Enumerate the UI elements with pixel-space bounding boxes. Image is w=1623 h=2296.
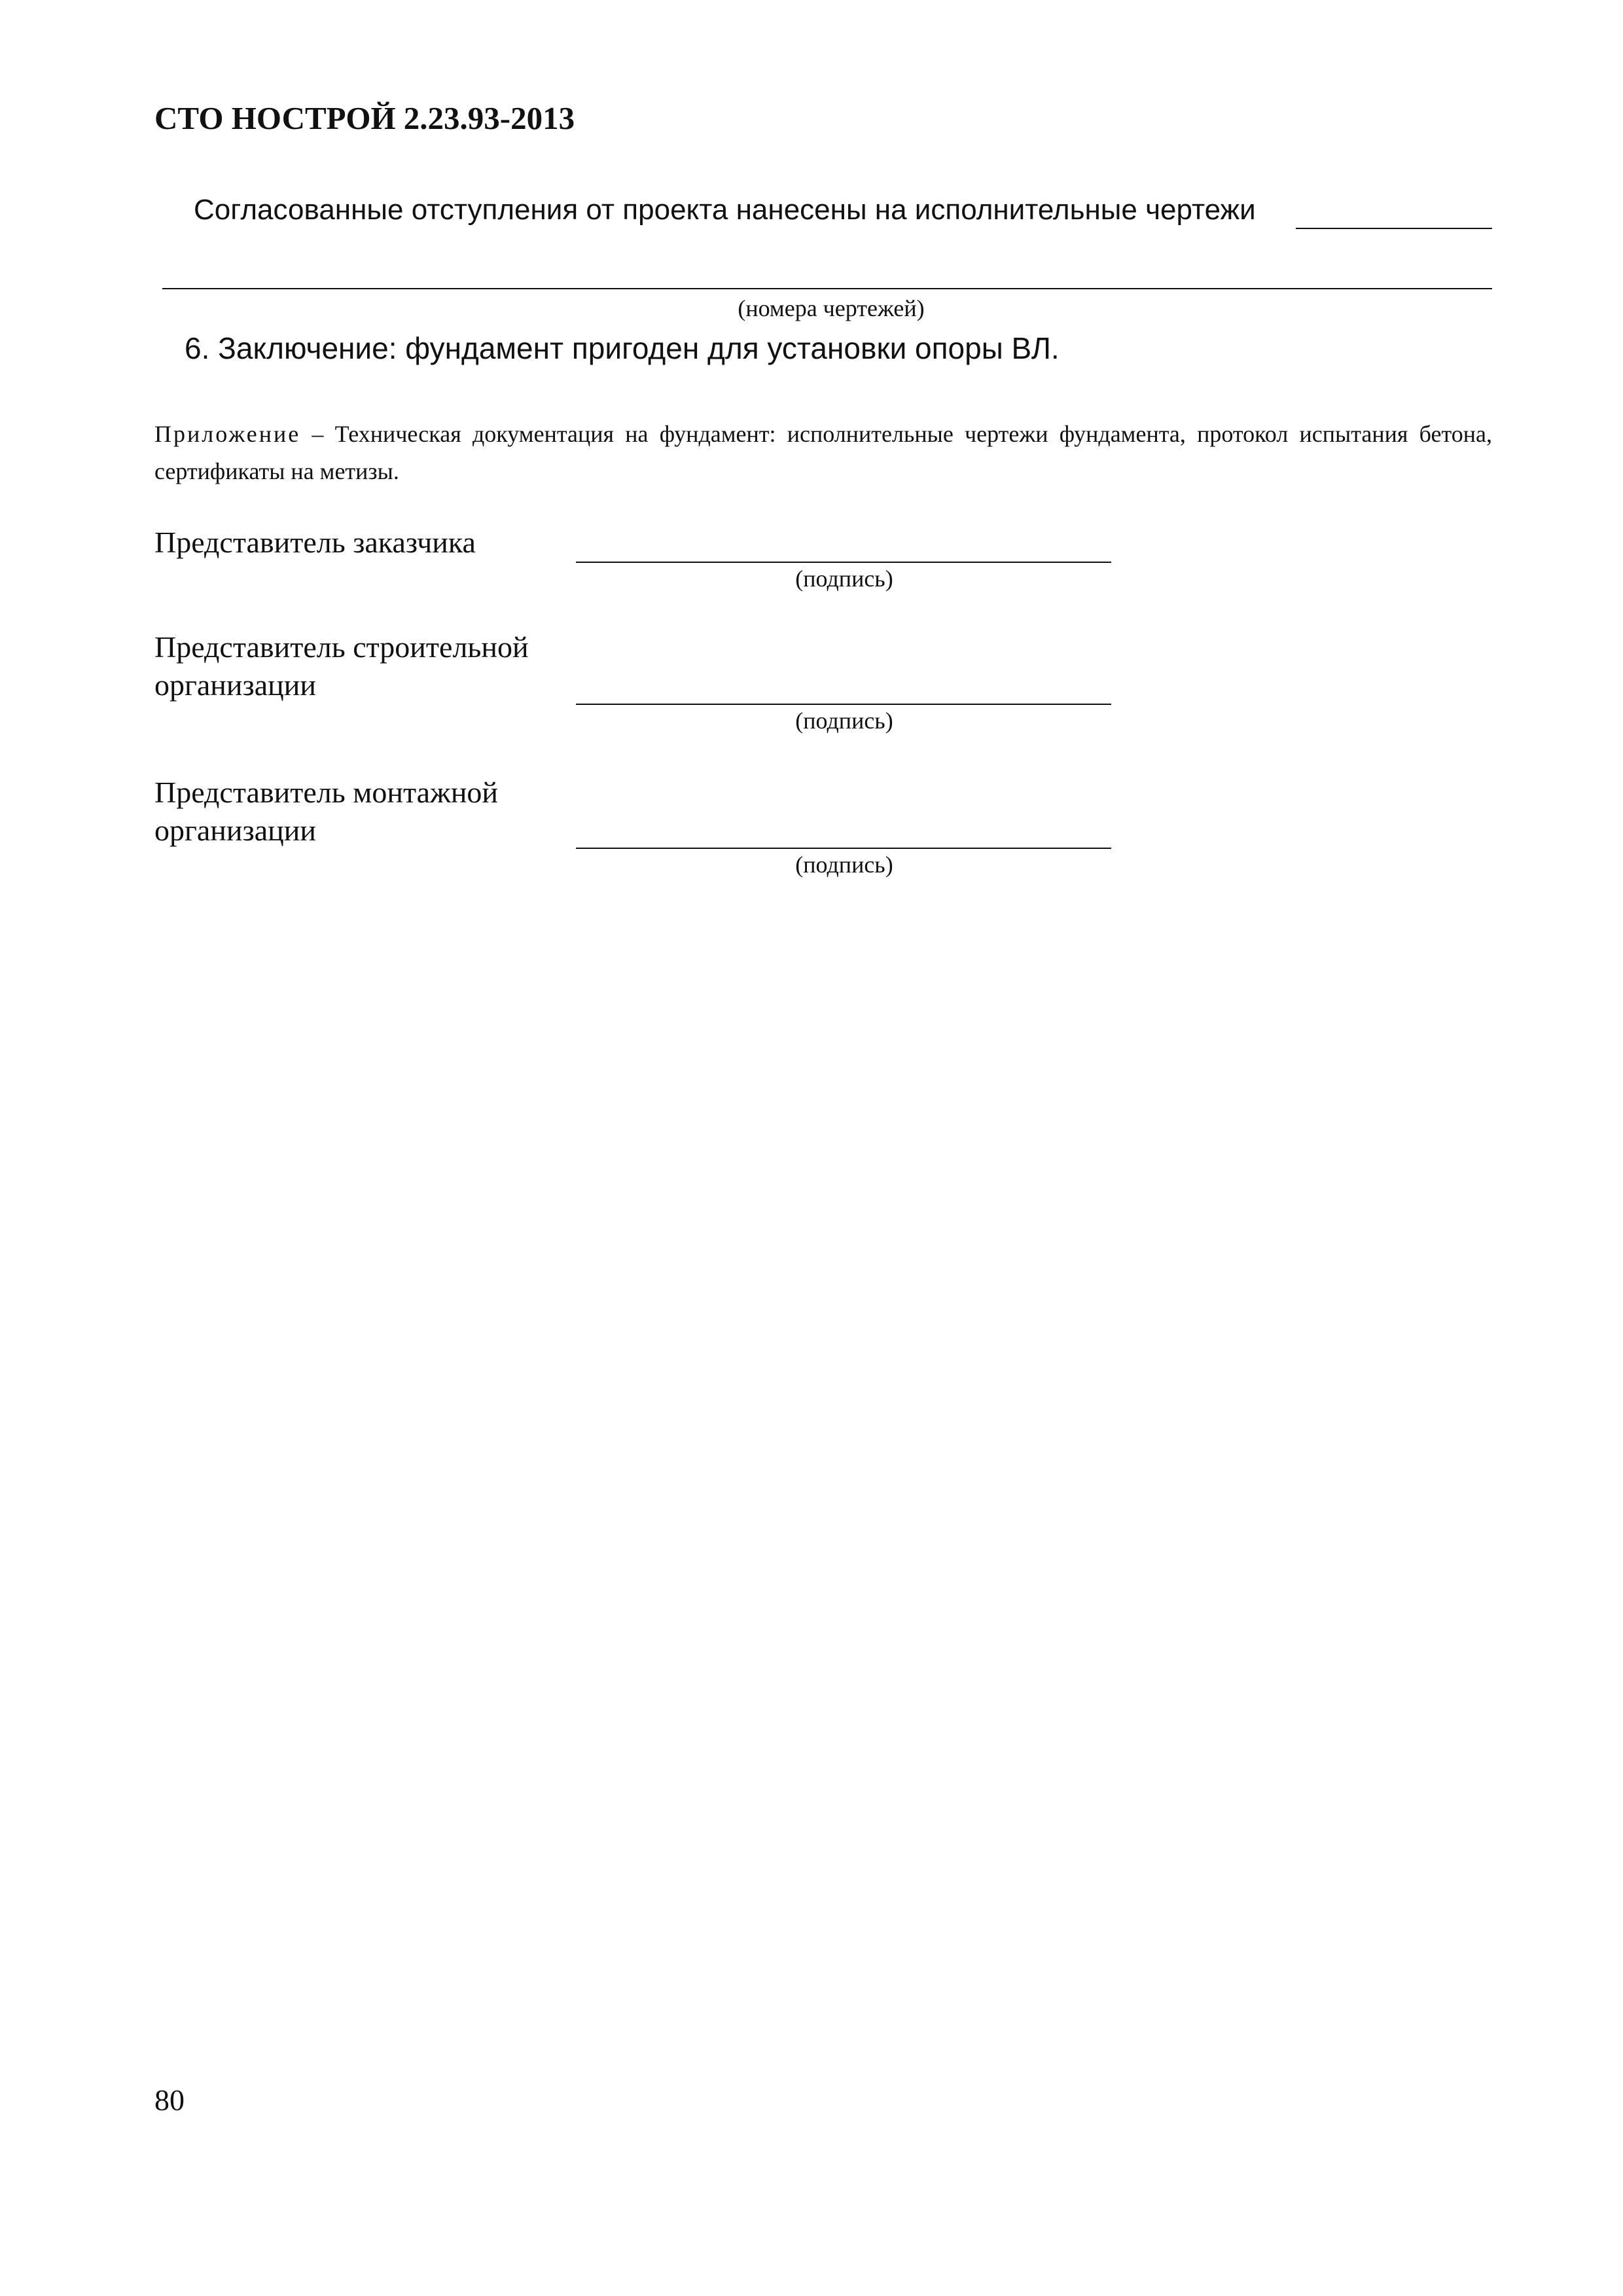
installation-representative-label-line2: организации [154,814,316,847]
conclusion-statement: 6. Заключение: фундамент пригоден для установки опоры ВЛ. [185,331,1060,365]
construction-representative-label-line1: Представитель строительной [154,630,529,664]
construction-signature-line [576,704,1111,705]
construction-signature-caption: (подпись) [795,708,893,734]
document-code-header: СТО НОСТРОЙ 2.23.93-2013 [154,100,575,136]
construction-representative-label-line2: организации [154,668,316,702]
installation-signature-line [576,848,1111,849]
installation-representative-label-line1: Представитель монтажной [154,776,499,809]
customer-signature-line [576,562,1111,563]
customer-representative-label-line1: Представитель заказчика [154,526,476,559]
appendix-text: – Техническая документация на фундамент: исполнительные чертежи фундамента, протокол испытания бетона, сертификаты на метизы. [154,421,1492,484]
customer-signature-caption: (подпись) [795,565,893,592]
deviations-statement: Согласованные отступления от проекта нанесены на исполнительные чертежи [194,194,1256,226]
installation-signature-caption: (подпись) [795,852,893,878]
drawings-blank-full-line [162,288,1492,289]
appendix-label: Приложение [154,421,301,447]
installation-representative-label [154,774,498,850]
drawings-numbers-caption: (номера чертежей) [738,295,925,321]
drawings-blank-inline [1296,228,1492,229]
construction-representative-label [154,628,529,704]
page-number: 80 [154,2083,185,2117]
customer-representative-label [154,524,476,562]
appendix-paragraph [154,416,1492,490]
